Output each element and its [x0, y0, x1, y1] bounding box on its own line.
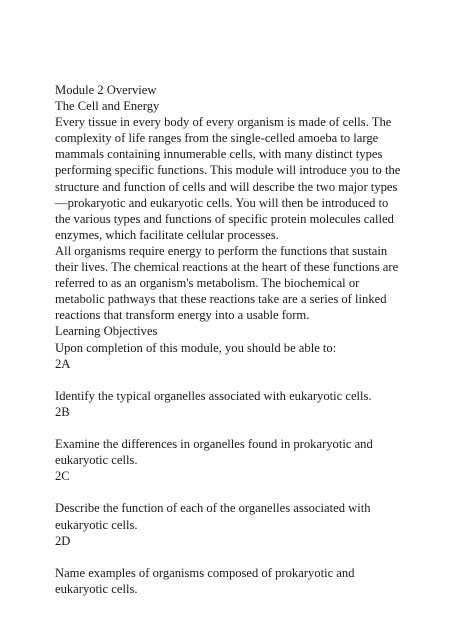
objective-text: Name examples of organisms composed of prokaryotic and eukaryotic cells.: [55, 565, 355, 596]
objective-text: Examine the differences in organelles found in prokaryotic and eukaryotic cells.: [55, 437, 373, 468]
objective-code: 2B: [55, 404, 70, 419]
objective-code: 2D: [55, 533, 71, 548]
module-subtitle: The Cell and Energy: [55, 99, 160, 114]
blank-line: [55, 549, 405, 565]
objective-text: Identify the typical organelles associated with eukaryotic cells.: [55, 388, 372, 403]
blank-line: [55, 420, 405, 436]
objective-text: Describe the function of each of the organelles associated with eukaryotic cells.: [55, 501, 371, 532]
module-title: Module 2 Overview: [55, 83, 157, 97]
intro-paragraph: Every tissue in every body of every organism is made of cells. The complexity of life ranges from the single-celled amoeba to large mammals containing innumerable cells, with many distinct types performing specific functions. This module will introduce you to the structure and function of cells and will describe the two major types—prokaryotic and eukaryotic cells. You will then be introduced to the various types and functions of specific protein molecules called enzymes, which facilitate cellular processes.: [55, 115, 401, 242]
document-page: [55, 82, 405, 597]
objective-code: 2A: [55, 356, 71, 371]
blank-line: [55, 484, 405, 500]
blank-line: [55, 372, 405, 388]
objectives-heading: Learning Objectives: [55, 324, 158, 339]
energy-paragraph: All organisms require energy to perform the functions that sustain their lives. The chemical reactions at the heart of these functions are referred to as an organism's metabolism. The biochemical or metabolic pathways that these reactions take are a series of linked reactions that transform energy into a usable form.: [55, 243, 399, 323]
objectives-intro: Upon completion of this module, you should be able to:: [55, 340, 337, 355]
objective-code: 2C: [55, 469, 70, 484]
